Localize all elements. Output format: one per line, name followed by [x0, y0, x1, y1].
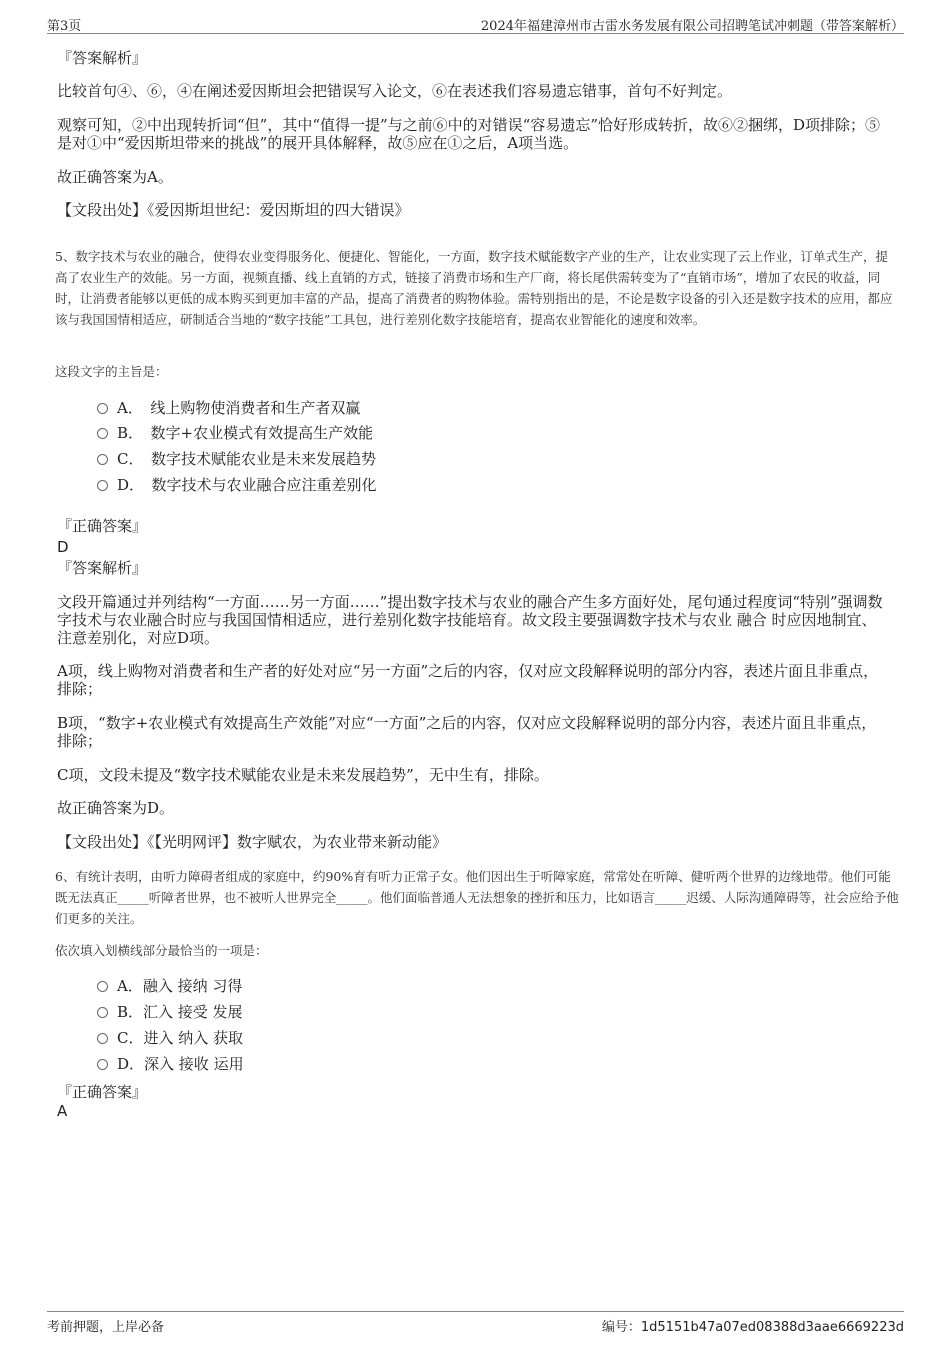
q5-analysis-p5: 故正确答案为D。: [57, 799, 175, 817]
radio-icon[interactable]: [97, 1059, 108, 1070]
q6-option-d[interactable]: [97, 1055, 244, 1073]
q5-option-d[interactable]: [97, 476, 377, 494]
q5-option-d-label: D． 数字技术与农业融合应注重差别化: [117, 476, 377, 494]
q4-analysis-p1: 比较首句④、⑥，④在阐述爱因斯坦会把错误写入论文，⑥在表述我们容易遗忘错事，首句不好判定。: [57, 82, 733, 100]
q6-option-a-label: A．融入 接纳 习得: [117, 977, 243, 995]
q6-stem: 6、有统计表明，由听力障碍者组成的家庭中，约90%育有听力正常子女。他们因出生于听障家庭，常常处在听障、健听两个世界的边缘地带。他们可能既无法真正_____听障者世界，也不被听人世界完全_____。他们面临普通人无法想象的挫折和压力，比如语言_____迟缓、人际沟通障碍等，社会应给予他们更多的关注。: [55, 869, 899, 926]
footer-code: 1d5151b47a07ed08388d3aae6669223d: [640, 1320, 904, 1335]
page-header: [47, 13, 904, 34]
q5-source: 【文段出处】《【光明网评】数字赋农，为农业带来新动能》: [57, 833, 448, 851]
q4-analysis-heading: 『答案解析』: [57, 49, 148, 67]
q6-answer: A: [57, 1102, 68, 1120]
radio-icon[interactable]: [97, 981, 108, 992]
q6-answer-heading: 『正确答案』: [57, 1083, 148, 1101]
q4-analysis-p3: 故正确答案为A。: [57, 168, 173, 186]
q5-analysis-p3: B项，“数字+农业模式有效提高生产效能”对应“一方面”之后的内容，仅对应文段解释说明的部分内容，表述片面且非重点，排除；: [57, 714, 877, 750]
radio-icon[interactable]: [97, 1007, 108, 1018]
q5-stem: 5、数字技术与农业的融合，使得农业变得服务化、便捷化、智能化，一方面，数字技术赋能数字产业的生产，让农业实现了云上作业，订单式生产，提高了农业生产的效能。另一方面，视频直播、线上直销的方式，链接了消费市场和生产厂商，将长尾供需转变为了“直销市场”，增加了农民的收益，同时，让消费者能够以更低的成本购买到更加丰富的产品，提高了消费者的购物体验。需特别指出的是，不论是数字设备的引入还是数字技术的应用，都应该与我国国情相适应，研制适合当地的“数字技能”工具包，进行差别化数字技能培育，提高农业智能化的速度和效率。: [55, 249, 893, 327]
q5-option-c[interactable]: [97, 450, 376, 468]
radio-icon[interactable]: [97, 428, 108, 439]
q5-option-b-label: B． 数字+农业模式有效提高生产效能: [117, 424, 374, 442]
q4-analysis-p2: 观察可知，②中出现转折词“但”，其中“值得一提”与之前⑥中的对错误“容易遗忘”恰好形成转折，故⑥②捆绑，D项排除；⑤是对①中“爱因斯坦带来的挑战”的展开具体解释，故⑤应在①之后，A项当选。: [57, 116, 881, 152]
q5-option-a[interactable]: [97, 399, 360, 417]
radio-icon[interactable]: [97, 403, 108, 414]
q5-analysis-p1: 文段开篇通过并列结构“一方面……另一方面……”提出数字技术与农业的融合产生多方面好处，尾句通过程度词“特别”强调数字技术与农业融合时应与我国国情相适应，进行差别化数字技能培育。故文段主要强调数字技术与农业 融合 时应因地制宜、注意差别化，对应D项。: [57, 593, 883, 647]
radio-icon[interactable]: [97, 454, 108, 465]
footer-code-label: 编号：: [601, 1320, 641, 1335]
q6-option-b[interactable]: [97, 1003, 243, 1021]
q5-option-b[interactable]: [97, 424, 373, 442]
q5-option-a-label: A． 线上购物使消费者和生产者双赢: [117, 399, 361, 417]
q5-question: 这段文字的主旨是：: [55, 364, 168, 379]
q6-option-c[interactable]: [97, 1029, 243, 1047]
footer-code-wrap: [602, 1316, 904, 1335]
q5-answer-heading: 『正确答案』: [57, 517, 148, 535]
q6-option-d-label: D．深入 接收 运用: [117, 1055, 244, 1073]
q5-analysis-heading: 『答案解析』: [57, 559, 148, 577]
page-footer: [47, 1311, 904, 1334]
q6-option-b-label: B．汇入 接受 发展: [117, 1003, 243, 1021]
radio-icon[interactable]: [97, 1033, 108, 1044]
q4-source: 【文段出处】《爱因斯坦世纪：爱因斯坦的四大错误》: [57, 201, 410, 219]
q6-question: 依次填入划横线部分最恰当的一项是：: [55, 943, 268, 958]
q6-option-a[interactable]: [97, 977, 242, 995]
radio-icon[interactable]: [97, 480, 108, 491]
q5-analysis-p2: A项，线上购物对消费者和生产者的好处对应“另一方面”之后的内容，仅对应文段解释说明的部分内容，表述片面且非重点，排除；: [57, 662, 879, 698]
q6-option-c-label: C．进入 纳入 获取: [117, 1029, 244, 1047]
document-title: 2024年福建漳州市古雷水务发展有限公司招聘笔试冲刺题（带答案解析）: [480, 19, 904, 34]
page-number: 第3页: [47, 19, 82, 34]
q5-option-c-label: C． 数字技术赋能农业是未来发展趋势: [117, 450, 376, 468]
q5-analysis-p4: C项，文段未提及“数字技术赋能农业是未来发展趋势”，无中生有，排除。: [57, 766, 549, 784]
footer-slogan: 考前押题，上岸必备: [47, 1320, 165, 1335]
q5-answer: D: [57, 538, 69, 556]
